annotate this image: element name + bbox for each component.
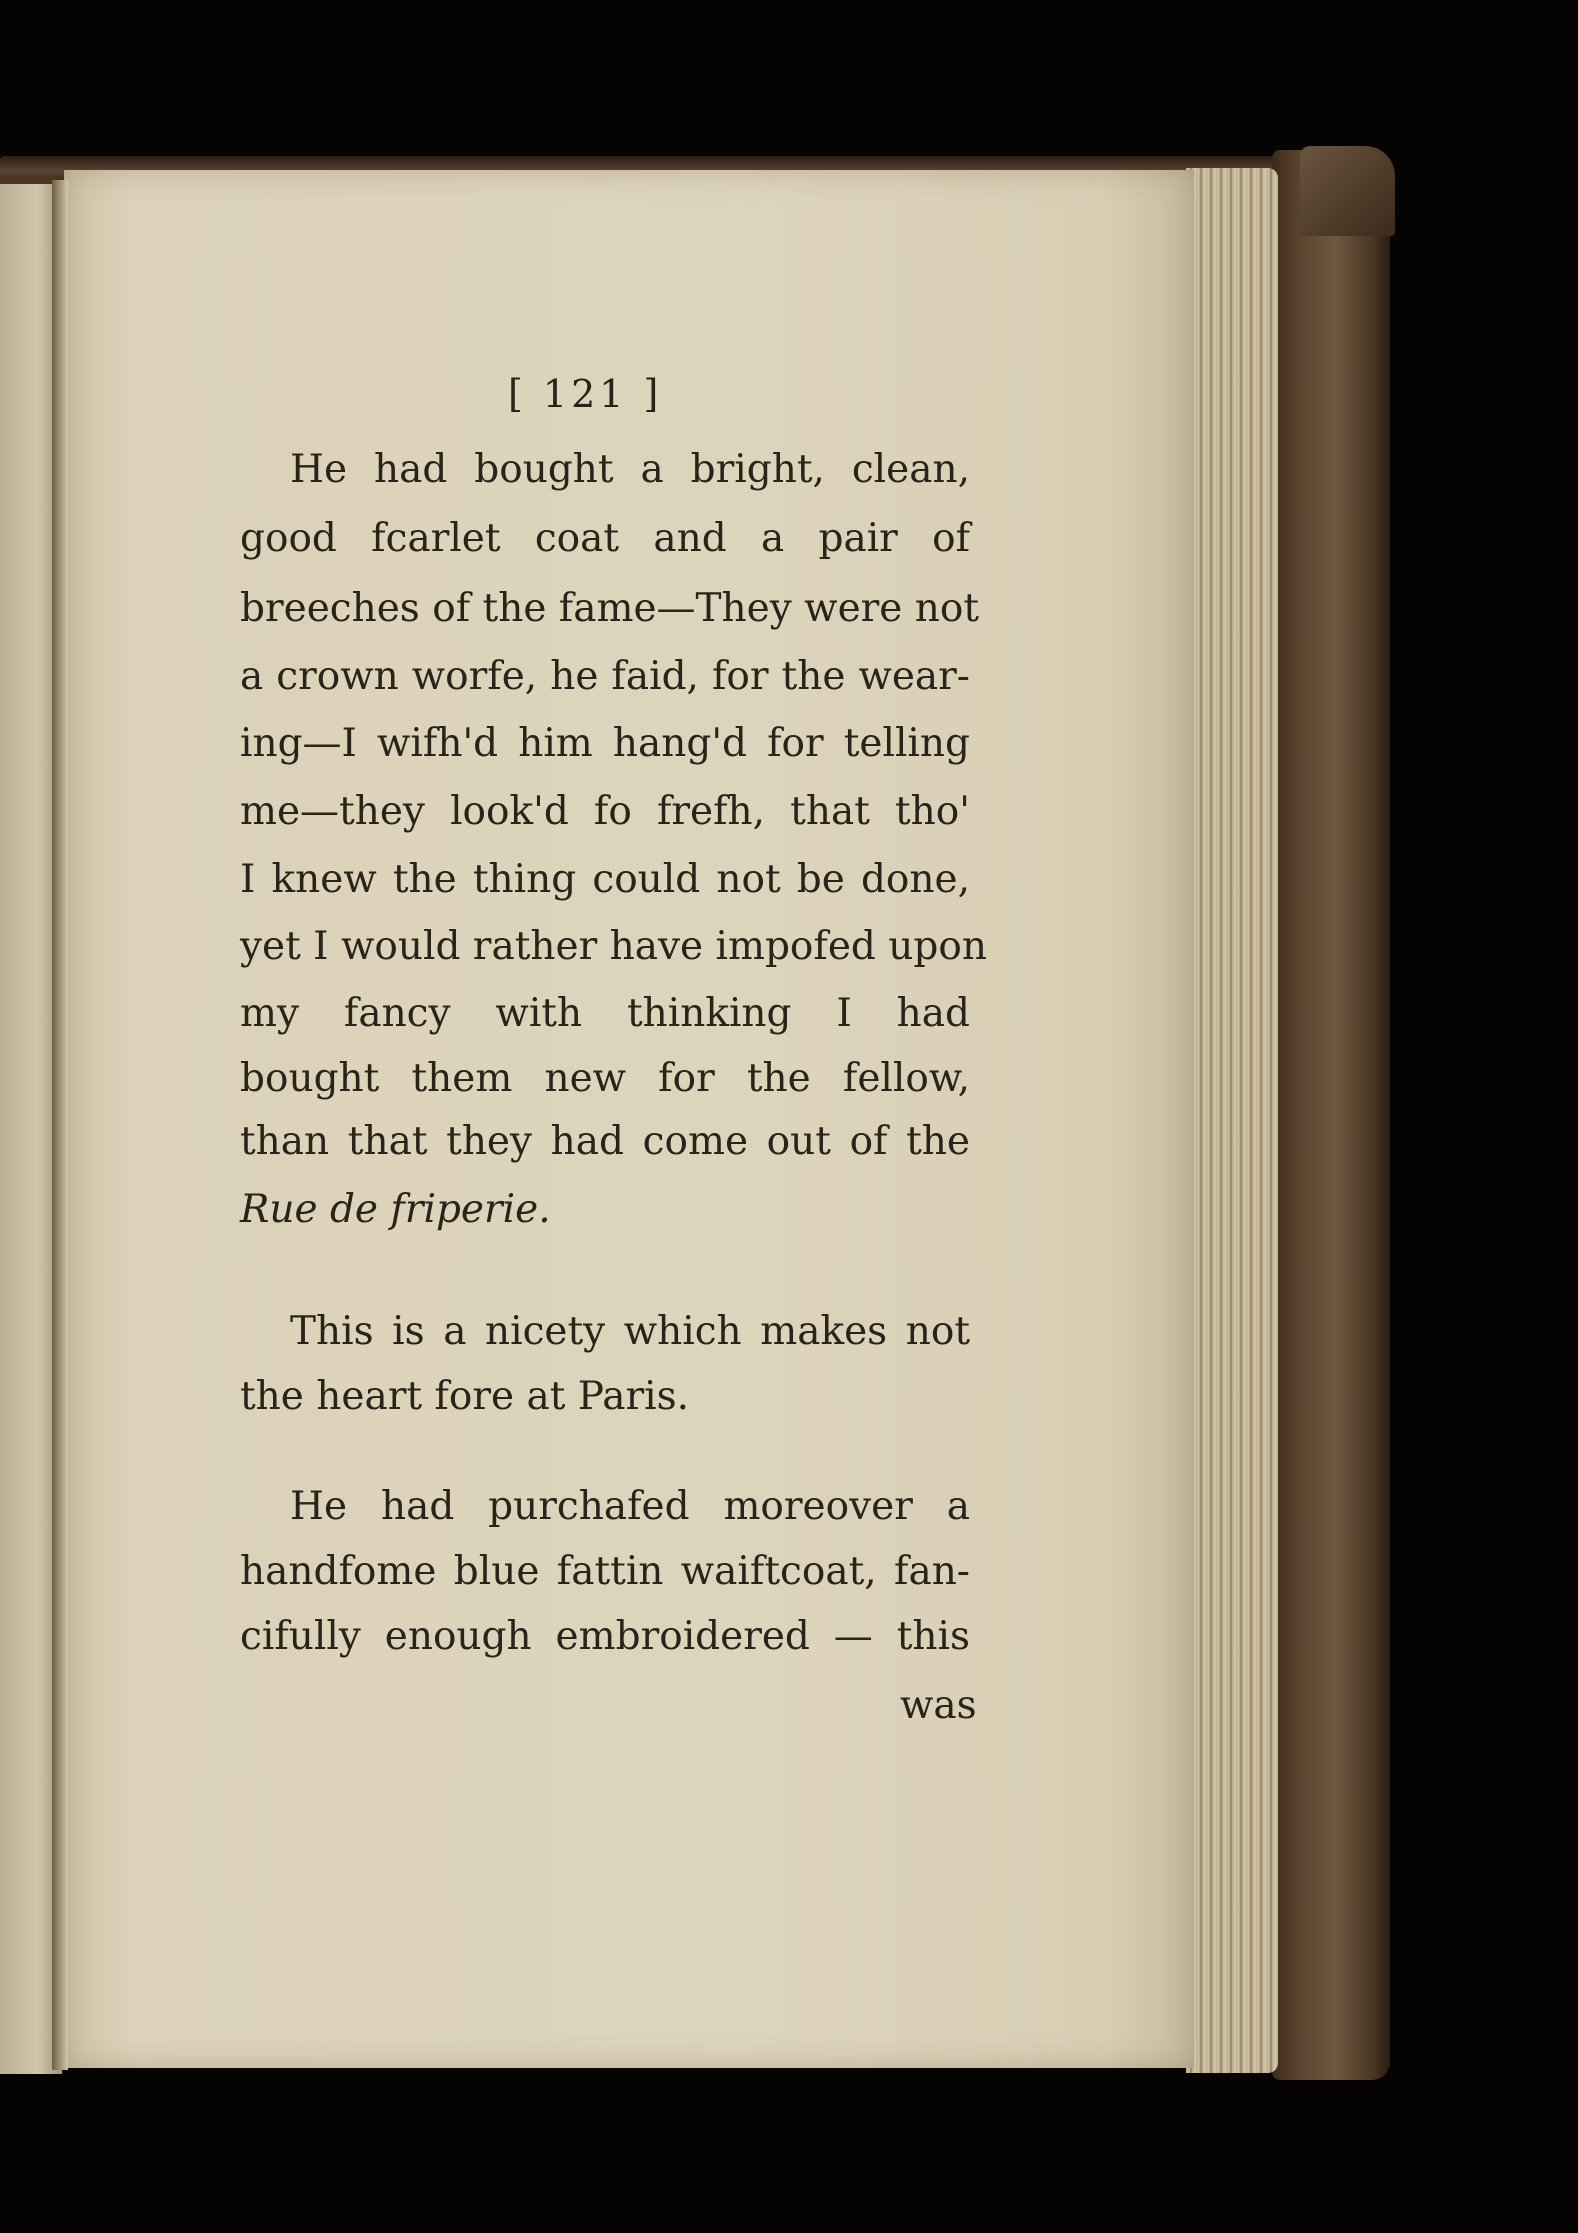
- text-line: He had purchafed moreover a: [290, 1484, 970, 1529]
- text-line: my fancy with thinking I had: [240, 991, 970, 1036]
- text-line: cifully enough embroidered — this: [240, 1614, 970, 1659]
- text-line: I knew the thing could not be done,: [240, 857, 970, 902]
- text-line: good fcarlet coat and a pair of: [240, 516, 970, 561]
- text-line: the heart fore at Paris.: [240, 1374, 690, 1419]
- text-line: handfome blue fattin waiftcoat, fan-: [240, 1549, 970, 1594]
- page-edges: [1186, 168, 1278, 2073]
- back-cover: [1272, 150, 1390, 2080]
- text-line: bought them new for the fellow,: [240, 1056, 970, 1101]
- text-line: me—they look'd fo frefh, that tho': [240, 789, 970, 834]
- gutter: [52, 180, 68, 2070]
- text-line: He had bought a bright, clean,: [290, 447, 970, 492]
- text-line: yet I would rather have impofed upon: [240, 924, 987, 969]
- text-line: a crown worfe, he faid, for the wear-: [240, 654, 970, 699]
- text-line: ing—I wifh'd him hang'd for telling: [240, 721, 970, 766]
- page-number-header: [ 121 ]: [508, 372, 663, 416]
- text-line-italic: Rue de friperie.: [240, 1187, 551, 1232]
- text-line: than that they had come out of the: [240, 1119, 970, 1164]
- text-line: breeches of the fame—They were not: [240, 586, 980, 631]
- text-line: This is a nicety which makes not: [290, 1309, 970, 1354]
- cover-corner: [1300, 146, 1395, 236]
- catchword: was: [900, 1683, 977, 1728]
